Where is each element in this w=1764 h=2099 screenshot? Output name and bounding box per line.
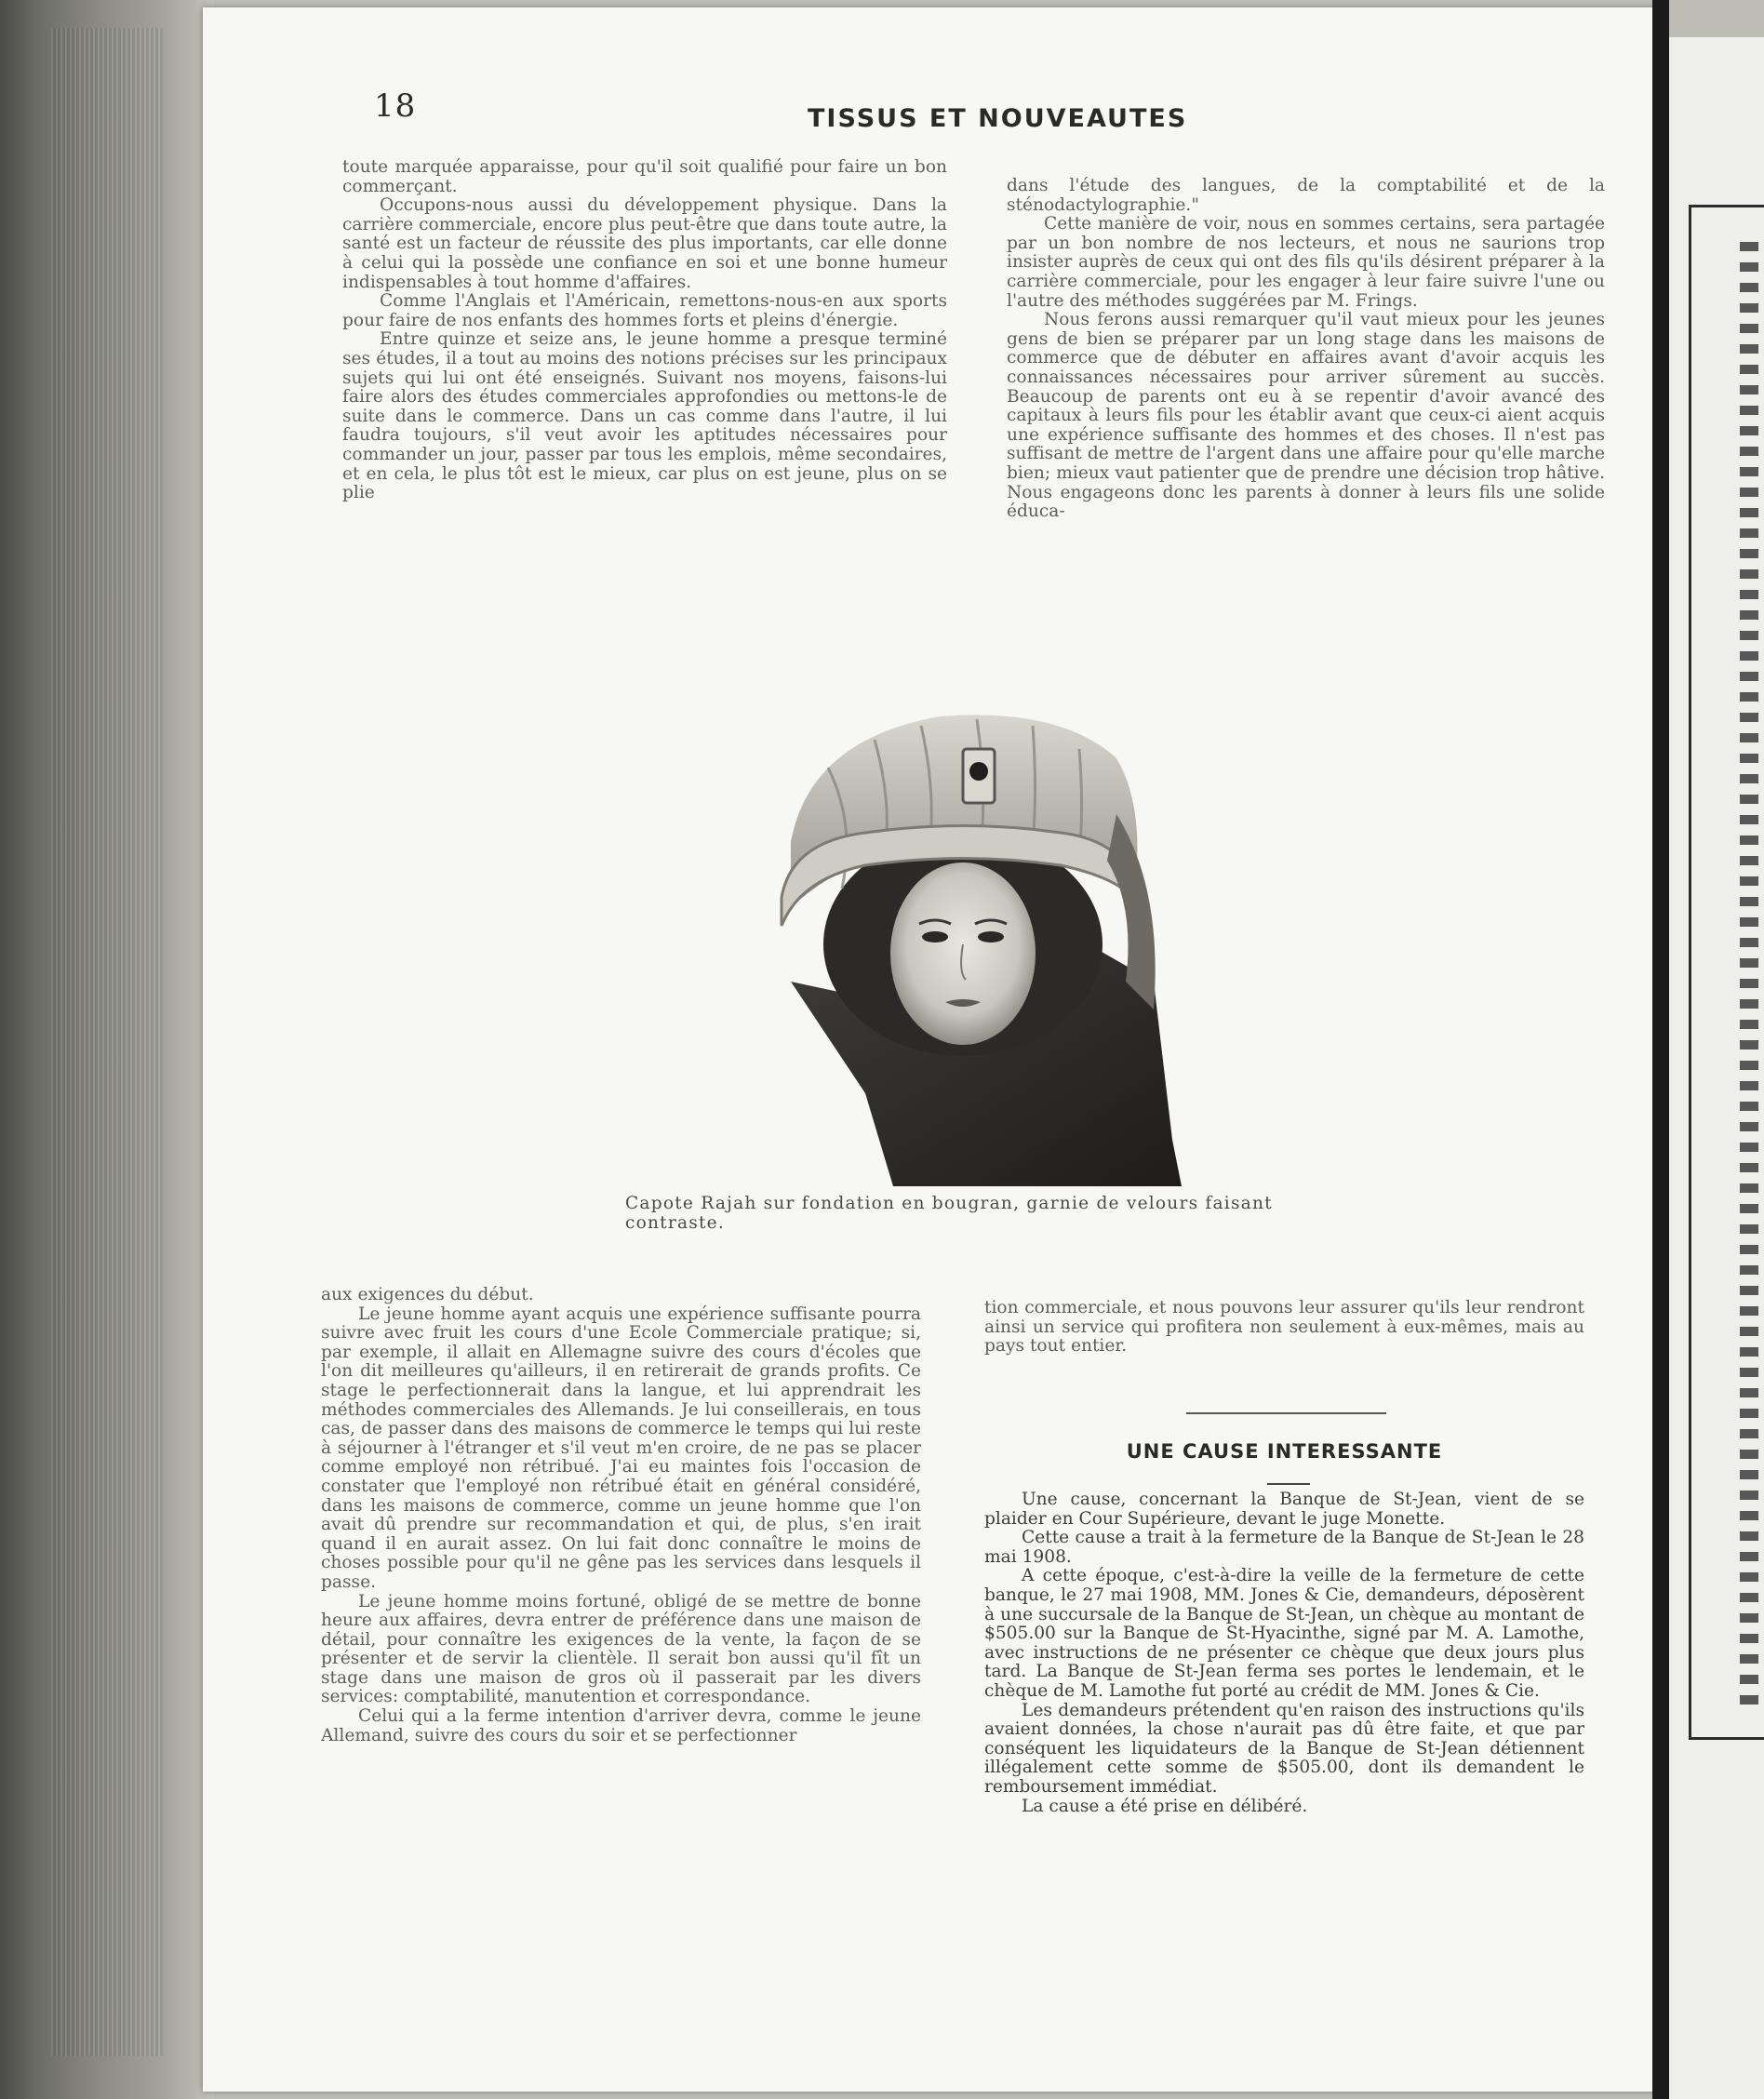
- running-title: TISSUS ET NOUVEAUTES: [808, 104, 1188, 133]
- paragraph: Entre quinze et seize ans, le jeune homme a presque terminé ses études, il a tout au moins des notions précises sur les principaux sujets qui lui ont été enseignés. Suivant nos moyens, faisons-lui faire alors des études commerciales approfondies ou mettons-le de suite dans le commerce. Dans un cas comme dans l'autre, il lui faudra toujours, s'il veut avoir les aptitudes nécessaires pour commander un jour, passer par tous les emplois, même secondaires, et en cela, le plus tôt est le mieux, car plus on est jeune, plus on se plie: [342, 329, 947, 503]
- paragraph: toute marquée apparaisse, pour qu'il soit qualifié pour faire un bon commerçant.: [342, 157, 947, 196]
- paragraph: Le jeune homme ayant acquis une expérience suffisante pourra suivre avec fruit les cours d'une Ecole Commerciale pratique; si, par exemple, il allait en Allemagne suivre des cours d'écoles que l'on dit meilleures qu'ailleurs, il en retirerait de grands profits. Ce stage le perfectionnerait dans la langue, et lui apprendrait les méthodes commerciales des Allemands. Je lui conseillerais, en tous cas, de passer dans des maisons de commerce le temps qui lui reste à séjourner à l'étranger et s'il veut m'en croire, de ne pas se placer comme employé non rétribué. J'ai eu maintes fois l'occasion de constater que l'employé non rétribué était en général considéré, dans les maisons de commerce, comme un jeune homme que l'on avait dû prendre sur recommandation et qui, de plus, s'en irait quand il en aurait assez. On lui fait donc connaître le moins de choses possible pour qu'il ne gêne pas les services dans lesquels il passe.: [321, 1304, 921, 1592]
- paragraph: Celui qui a la ferme intention d'arriver devra, comme le jeune Allemand, suivre des cours du soir et se perfectionner: [321, 1706, 921, 1745]
- page-number: 18: [374, 87, 417, 125]
- paragraph: Cette cause a trait à la fermeture de la Banque de St-Jean le 28 mai 1908.: [984, 1528, 1584, 1567]
- paragraph: Occupons-nous aussi du développement physique. Dans la carrière commerciale, encore plus peut-être que dans toute autre, la santé est un facteur de réussite des plus importants, car elle donne à celui qui la possède une confiance en soi et une bonne humeur indispensables à tout homme d'affaires.: [342, 195, 947, 292]
- column-cause-article: [984, 1491, 1584, 1816]
- section-divider: [1186, 1412, 1386, 1414]
- paragraph: Cette manière de voir, nous en sommes certains, sera partagée par un bon nombre de nos lecteurs, et nous ne saurions trop insister auprès de ceux qui ont des fils qu'ils désirent préparer à la carrière commerciale, pour les engager à leur faire suivre l'une ou l'autre des méthodes suggérées par M. Frings.: [1007, 214, 1605, 311]
- paragraph: dans l'étude des langues, de la comptabilité et de la sténodactylographie.": [1007, 176, 1605, 215]
- book-page-edges: [0, 0, 214, 2099]
- paragraph: Nous ferons aussi remarquer qu'il vaut mieux pour les jeunes gens de bien se préparer par un long stage dans les maisons de commerce que de débuter en affaires avant d'avoir acquis les connaissances nécessaires pour arriver sûrement au succès. Beaucoup de parents ont eu à se repentir d'avoir avancé des capitaux à leurs fils pour les établir avant que ceux-ci aient acquis une expérience suffisante des hommes et des choses. Il n'est pas suffisant de mettre de l'argent dans une affaire pour qu'elle marche bien; mieux vaut patienter que de prendre une décision trop hâtive. Nous engageons donc les parents à donner à leurs fils une solide éduca-: [1007, 310, 1605, 522]
- section-title: UNE CAUSE INTERESSANTE: [1126, 1440, 1443, 1463]
- paragraph: Une cause, concernant la Banque de St-Jean, vient de se plaider en Cour Supérieure, devant le juge Monette.: [984, 1490, 1584, 1529]
- column-top-right: [1007, 177, 1605, 522]
- column-bottom-left: [321, 1286, 921, 1745]
- figure-caption: Capote Rajah sur fondation en bougran, garnie de velours faisant contraste.: [625, 1194, 1273, 1233]
- paragraph: aux exigences du début.: [321, 1285, 534, 1304]
- title-underline: [1267, 1483, 1310, 1485]
- column-top-left: [342, 158, 947, 503]
- hat-photograph: [754, 702, 1182, 1186]
- paragraph: A cette époque, c'est-à-dire la veille de la fermeture de cette banque, le 27 mai 1908, MM. Jones & Cie, demandeurs, déposèrent à une succursale de la Banque de St-Jean, un chèque au montant de $505.00 sur la Banque de St-Hyacinthe, signé par M. A. Lamothe, avec instructions de ne présenter ce chèque que deux jours plus tard. La Banque de St-Jean ferma ses portes le lendemain, et le chèque de M. Lamothe fut porté au crédit de MM. Jones & Cie.: [984, 1566, 1584, 1701]
- paragraph: Le jeune homme moins fortuné, obligé de se mettre de bonne heure aux affaires, devra entrer de préférence dans une maison de détail, pour connaître les exigences de la vente, la façon de se présenter et de servir la clientèle. Il serait bon aussi qu'il fît un stage dans une maison de gros où il passerait par les divers services: comptabilité, manutention et correspondance.: [321, 1591, 921, 1707]
- paragraph: La cause a été prise en délibéré.: [1022, 1796, 1308, 1816]
- facing-page-ornament: [1740, 242, 1758, 1712]
- hat-illustration: [754, 702, 1182, 1186]
- paragraph: Comme l'Anglais et l'Américain, remettons-nous-en aux sports pour faire de nos enfants des hommes forts et pleins d'énergie.: [342, 291, 947, 330]
- paragraph: tion commerciale, et nous pouvons leur assurer qu'ils leur rendront ainsi un service qui profitera non seulement à eux-mêmes, mais au pays tout entier.: [984, 1298, 1584, 1357]
- column-bottom-right: [984, 1299, 1584, 1357]
- book-gutter: [1652, 0, 1669, 2099]
- paragraph: Les demandeurs prétendent qu'en raison des instructions qu'ils avaient données, la chose n'aurait pas dû être faite, et que par conséquent les liquidateurs de la Banque de St-Jean détiennent illégalement cette somme de $505.00, dont ils demandent le remboursement immédiat.: [984, 1700, 1584, 1797]
